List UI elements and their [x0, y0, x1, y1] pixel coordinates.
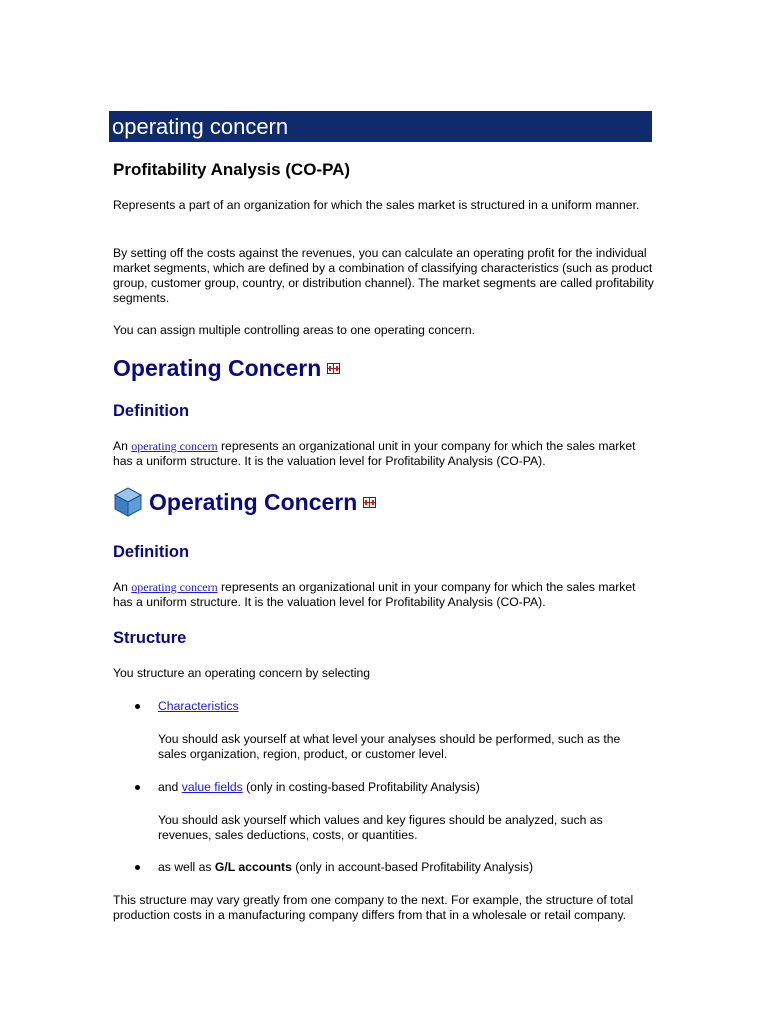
structure-intro: You structure an operating concern by selecting [113, 666, 371, 680]
bullet-note-characteristics: You should ask yourself at what level your analyses should be performed, such as the sales organization, region, product, or customer level. [158, 732, 621, 761]
glossary-para-1: Represents a part of an organization for which the sales market is structured in a uniform manner. [113, 198, 640, 212]
external-link-icon[interactable] [363, 497, 376, 508]
glossary-para-3: You can assign multiple controlling areas to one operating concern. [113, 323, 476, 337]
section1-definition-text [113, 439, 658, 469]
bullet-prefix: and [158, 780, 182, 794]
characteristics-link[interactable]: Characteristics [158, 699, 239, 713]
glossary-para-2: By setting off the costs against the revenues, you can calculate an operating profit for the individual market segments, which are defined by a combination of classifying characteristics (such as product group, customer group, country, or distribution channel). The market segments are called profitability segments. [113, 246, 654, 305]
def-rest: represents an organizational unit in your company for which the sales market has a uniform structure. It is the valuation level for Profitability Analysis (CO-PA). [113, 580, 636, 609]
section1-title: Operating Concern [113, 355, 322, 381]
cube-icon [113, 486, 143, 518]
external-link-icon[interactable] [327, 363, 340, 374]
bullet-prefix: as well as [158, 860, 215, 874]
bullet-item-value-fields [158, 780, 658, 795]
gl-accounts-term: G/L accounts [214, 860, 292, 874]
bullet-suffix: (only in costing-based Profitability Analysis) [242, 780, 480, 794]
bullet-dot [135, 704, 140, 709]
operating-concern-link[interactable]: operating concern [131, 439, 218, 453]
bullet-dot [135, 785, 140, 790]
bullet-note-value-fields: You should ask yourself which values and key figures should be analyzed, such as revenues, sales deductions, costs, or quantities. [158, 813, 603, 842]
section1-title-row [113, 355, 658, 382]
section2-title-row [113, 486, 658, 518]
banner-title: operating concern [109, 111, 652, 142]
glossary-heading: Profitability Analysis (CO-PA) [113, 160, 351, 179]
def-prefix: An [113, 580, 132, 594]
section2-definition-text [113, 580, 658, 610]
section2-title: Operating Concern [149, 488, 358, 515]
bullet-item-gl-accounts [158, 860, 658, 875]
bullet-item-characteristics [158, 699, 658, 714]
def-rest: represents an organizational unit in your company for which the sales market has a uniform structure. It is the valuation level for Profitability Analysis (CO-PA). [113, 439, 636, 468]
section2-definition-heading: Definition [113, 543, 190, 561]
def-prefix: An [113, 439, 132, 453]
structure-closing: This structure may vary greatly from one company to the next. For example, the structure of total production costs in a manufacturing company differs from that in a wholesale or retail company. [113, 893, 634, 922]
value-fields-link[interactable]: value fields [181, 780, 243, 794]
operating-concern-link[interactable]: operating concern [131, 580, 218, 594]
bullet-dot [135, 865, 140, 870]
section1-definition-heading: Definition [113, 402, 190, 420]
bullet-suffix: (only in account-based Profitability Analysis) [291, 860, 534, 874]
structure-heading: Structure [113, 629, 187, 647]
